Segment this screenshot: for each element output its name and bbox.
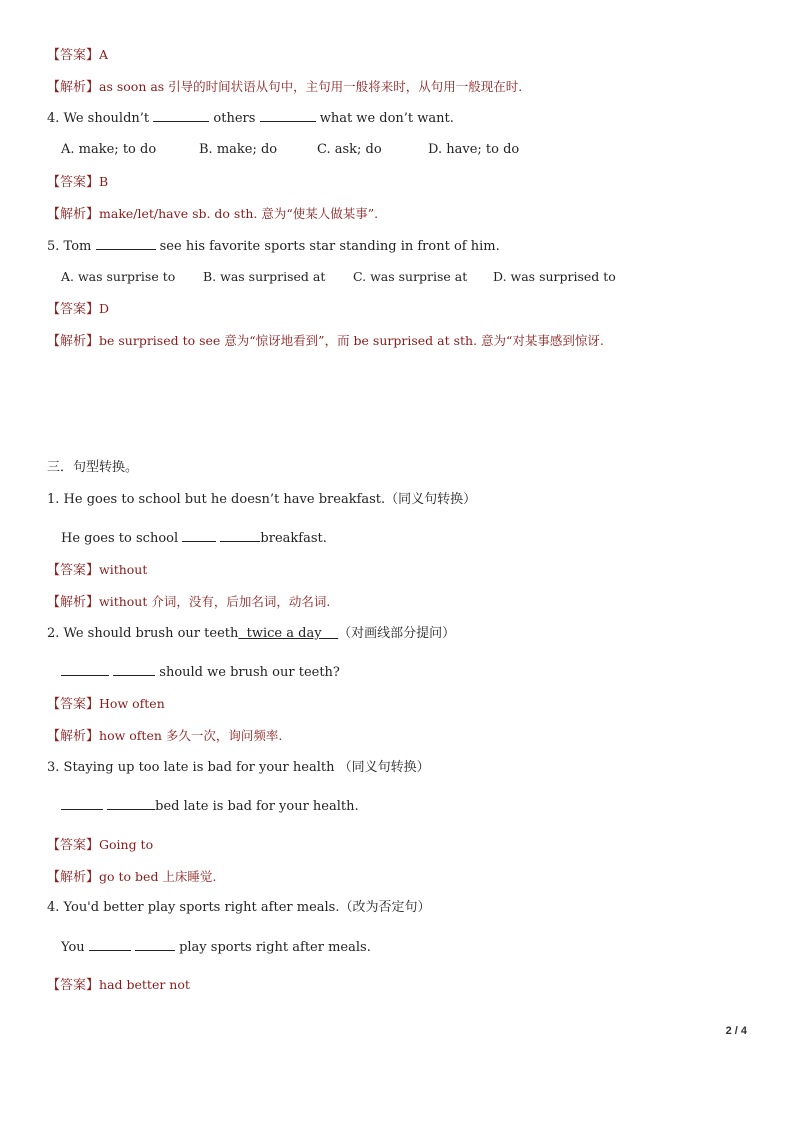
question-4-stem: 4. We shouldn’t others what we don’t want. [47,111,454,126]
blank [61,663,109,676]
analysis-line-q5: 【解析】be surprised to see 意为“惊讶地看到”，而 be surprised at sth. 意为“对某事感到惊讶. [47,333,604,349]
option-c: C. ask; do [317,142,382,157]
blank [153,109,209,122]
answer-line-q3: 【答案】A [47,47,109,63]
question-3-fill: bed late is bad for your health. [61,797,359,816]
question-5-options [61,268,616,286]
analysis-line-p3q2: 【解析】how often 多久一次，询问频率. [47,728,283,744]
blank [96,237,156,250]
analysis-line-p3q1: 【解析】without 介词，没有，后加名词，动名词. [47,594,331,610]
question-2-stem: 2. We should brush our teeth twice a day （对画线部分提问） [47,626,456,641]
page-number: 2 / 4 [725,1025,747,1037]
blank [113,663,155,676]
blank [107,797,155,810]
blank [61,797,103,810]
option-b: B. was surprised at [203,269,326,284]
option-a: A. was surprise to [61,269,176,284]
option-d: D. was surprised to [493,269,616,284]
blank [182,529,216,542]
answer-line-p3q4: 【答案】had better not [47,977,190,993]
blank [135,938,175,951]
question-3-stem: 3. Staying up too late is bad for your health （同义句转换） [47,760,430,775]
option-d: D. have; to do [428,142,520,157]
question-1-stem: 1. He goes to school but he doesn’t have breakfast.（同义句转换） [47,492,477,507]
analysis-line-p3q3: 【解析】go to bed 上床睡觉. [47,869,217,885]
option-c: C. was surprise at [353,269,468,284]
question-4-options [61,141,519,159]
blank [260,109,316,122]
answer-line-q5: 【答案】D [47,301,110,317]
blank [220,529,260,542]
question-4-p3-fill: You play sports right after meals. [61,940,371,955]
analysis-line-q3: 【解析】as soon as 引导的时间状语从句中，主句用一般将来时，从句用一般现在时. [47,79,523,95]
underlined-phrase: twice a day [246,626,322,641]
blank [89,938,131,951]
answer-line-p3q2: 【答案】How often [47,696,165,712]
answer-line-p3q1: 【答案】without [47,562,148,578]
option-b: B. make; do [199,142,278,157]
question-2-fill: should we brush our teeth? [61,663,340,682]
section-title: 三．句型转换。 [47,460,139,475]
question-1-fill: He goes to school breakfast. [61,531,327,546]
question-4-p3-stem: 4. You'd better play sports right after meals.（改为否定句） [47,900,431,915]
analysis-line-q4: 【解析】make/let/have sb. do sth. 意为“使某人做某事”. [47,206,379,222]
question-5-stem: 5. Tom see his favorite sports star standing in front of him. [47,239,500,254]
option-a: A. make; to do [61,142,157,157]
answer-line-q4: 【答案】B [47,174,109,190]
answer-line-p3q3: 【答案】Going to [47,837,154,853]
